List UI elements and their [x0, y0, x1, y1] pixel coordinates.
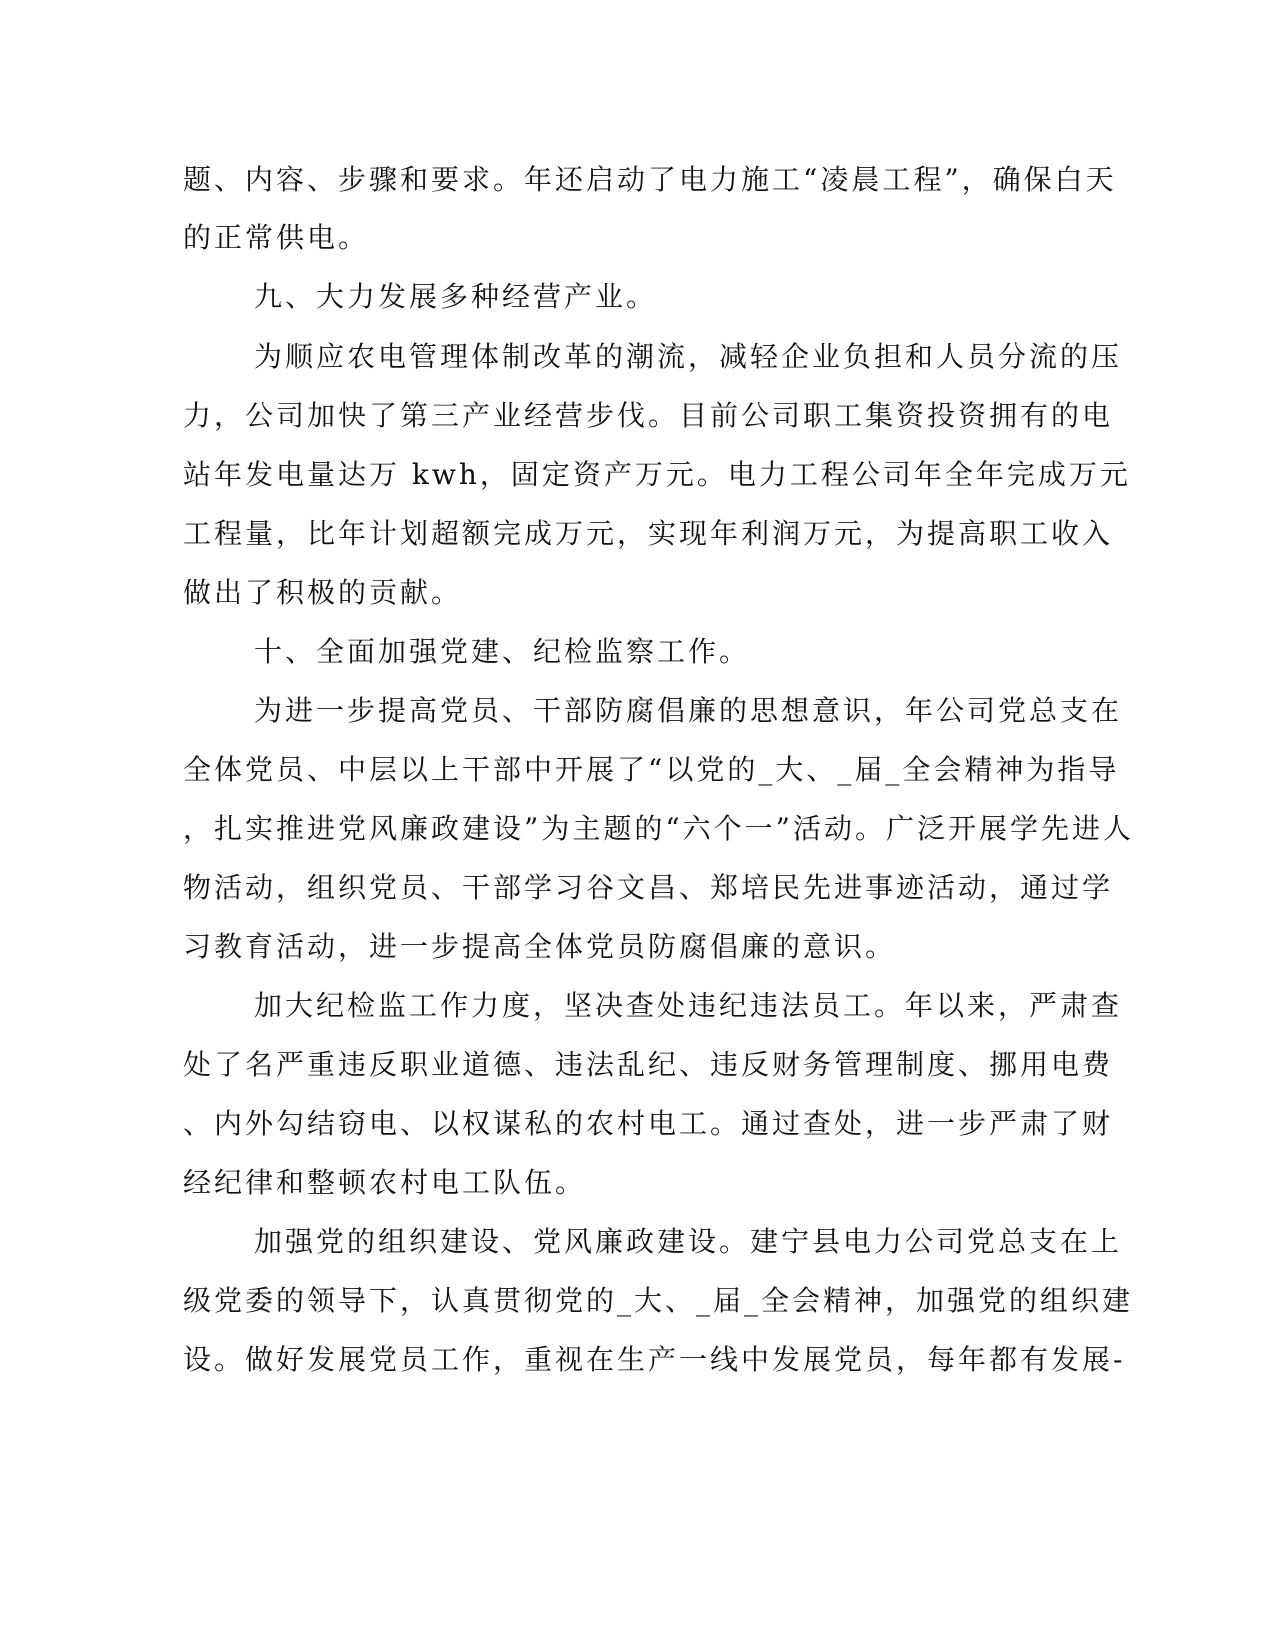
- text-line: 物活动，组织党员、干部学习谷文昌、郑培民先进事迹活动，通过学: [183, 871, 1114, 904]
- text-line: 题、内容、步骤和要求。年还启动了电力施工“凌晨工程”，确保白天: [183, 163, 1117, 196]
- text-line: 习教育活动，进一步提高全体党员防腐倡廉的意识。: [183, 930, 897, 963]
- text-line: 全体党员、中层以上干部中开展了“以党的_大、_届_全会精神为指导: [183, 753, 1120, 786]
- text-line: ，扎实推进党风廉政建设”为主题的“六个一”活动。广泛开展学先进人: [183, 812, 1134, 845]
- text-line: 加大纪检监工作力度，坚决查处违纪违法员工。年以来，严肃查: [254, 989, 1123, 1022]
- text-line: 力，公司加快了第三产业经营步伐。目前公司职工集资投资拥有的电: [183, 399, 1114, 432]
- text-line: 为顺应农电管理体制改革的潮流，减轻企业负担和人员分流的压: [254, 340, 1123, 373]
- text-line: 加强党的组织建设、党风廉政建设。建宁县电力公司党总支在上: [254, 1225, 1123, 1258]
- text-line: 、内外勾结窃电、以权谋私的农村电工。通过查处，进一步严肃了财: [183, 1107, 1114, 1140]
- text-line: 设。做好发展党员工作，重视在生产一线中发展党员，每年都有发展-: [183, 1343, 1126, 1376]
- text-line: 经纪律和整顿农村电工队伍。: [183, 1166, 587, 1199]
- text-line: 做出了积极的贡献。: [183, 576, 463, 609]
- text-line: 的正常供电。: [183, 221, 370, 254]
- text-line: 为进一步提高党员、干部防腐倡廉的思想意识，年公司党总支在: [254, 694, 1123, 727]
- text-line: 处了名严重违反职业道德、违法乱纪、违反财务管理制度、挪用电费: [183, 1048, 1114, 1081]
- text-line: 工程量，比年计划超额完成万元，实现年利润万元，为提高职工收入: [183, 517, 1114, 550]
- text-line: 级党委的领导下，认真贯彻党的_大、_届_全会精神，加强党的组织建: [183, 1284, 1134, 1317]
- section-heading-9: 九、大力发展多种经营产业。: [254, 280, 658, 313]
- text-line: 站年发电量达万 kwh，固定资产万元。电力工程公司年全年完成万元: [183, 458, 1131, 491]
- section-heading-10: 十、全面加强党建、纪检监察工作。: [254, 635, 751, 668]
